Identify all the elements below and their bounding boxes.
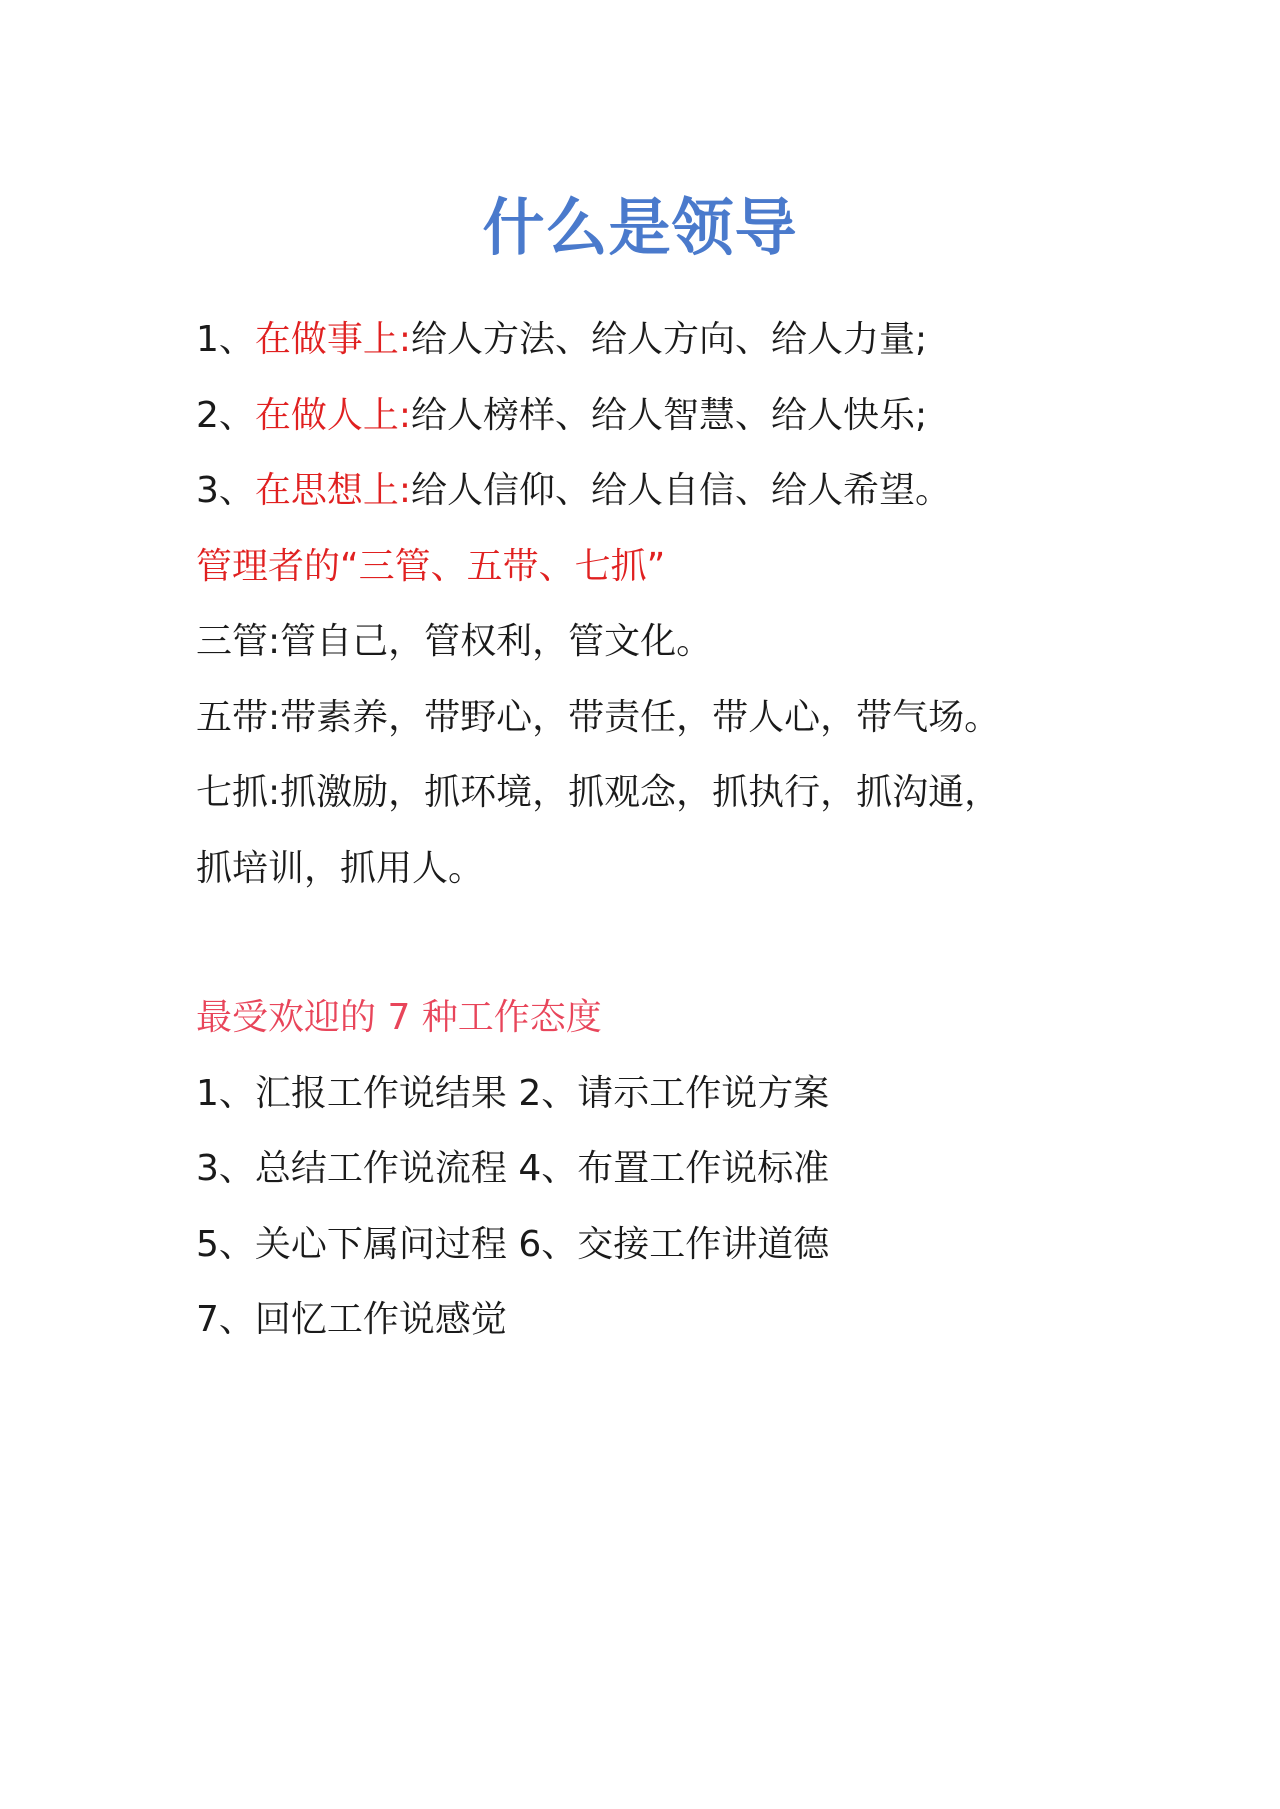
management-line: 三管:管自己，管权利，管文化。: [196, 621, 713, 662]
attitude-line: 1、汇报工作说结果 2、请示工作说方案: [196, 1072, 830, 1114]
attitudes-heading: 最受欢迎的 7 种工作态度: [196, 997, 602, 1038]
management-line: 七抓:抓激励，抓环境，抓观念，抓执行，抓沟通，: [196, 772, 1001, 813]
leadership-item: [196, 453, 1100, 529]
management-heading: 管理者的“三管、五带、七抓”: [196, 545, 666, 587]
item-key: 在思想上:: [254, 470, 412, 511]
management-line: 抓培训，抓用人。: [196, 847, 485, 889]
attitude-line: 3、总结工作说流程 4、布置工作说标准: [196, 1148, 830, 1189]
item-text: 给人榜样、给人智慧、给人快乐;: [411, 394, 928, 436]
item-number: 3、: [196, 470, 255, 511]
leadership-section: [196, 302, 1100, 906]
attitude-line: 7、回忆工作说感觉: [196, 1299, 507, 1340]
item-number: 1、: [196, 319, 255, 360]
item-text: 给人信仰、给人自信、给人希望。: [411, 470, 952, 511]
attitudes-section: [196, 980, 1100, 1358]
attitude-line: 5、关心下属问过程 6、交接工作讲道德: [196, 1223, 830, 1265]
item-key: 在做事上:: [254, 319, 412, 360]
item-key: 在做人上:: [254, 394, 412, 436]
leadership-item: [196, 302, 1100, 378]
page-title: 什么是领导: [482, 191, 798, 264]
leadership-item: [196, 378, 1100, 454]
management-line: 五带:带素养，带野心，带责任，带人心，带气场。: [196, 696, 1001, 738]
item-text: 给人方法、给人方向、给人力量;: [411, 319, 928, 360]
item-number: 2、: [196, 394, 255, 436]
